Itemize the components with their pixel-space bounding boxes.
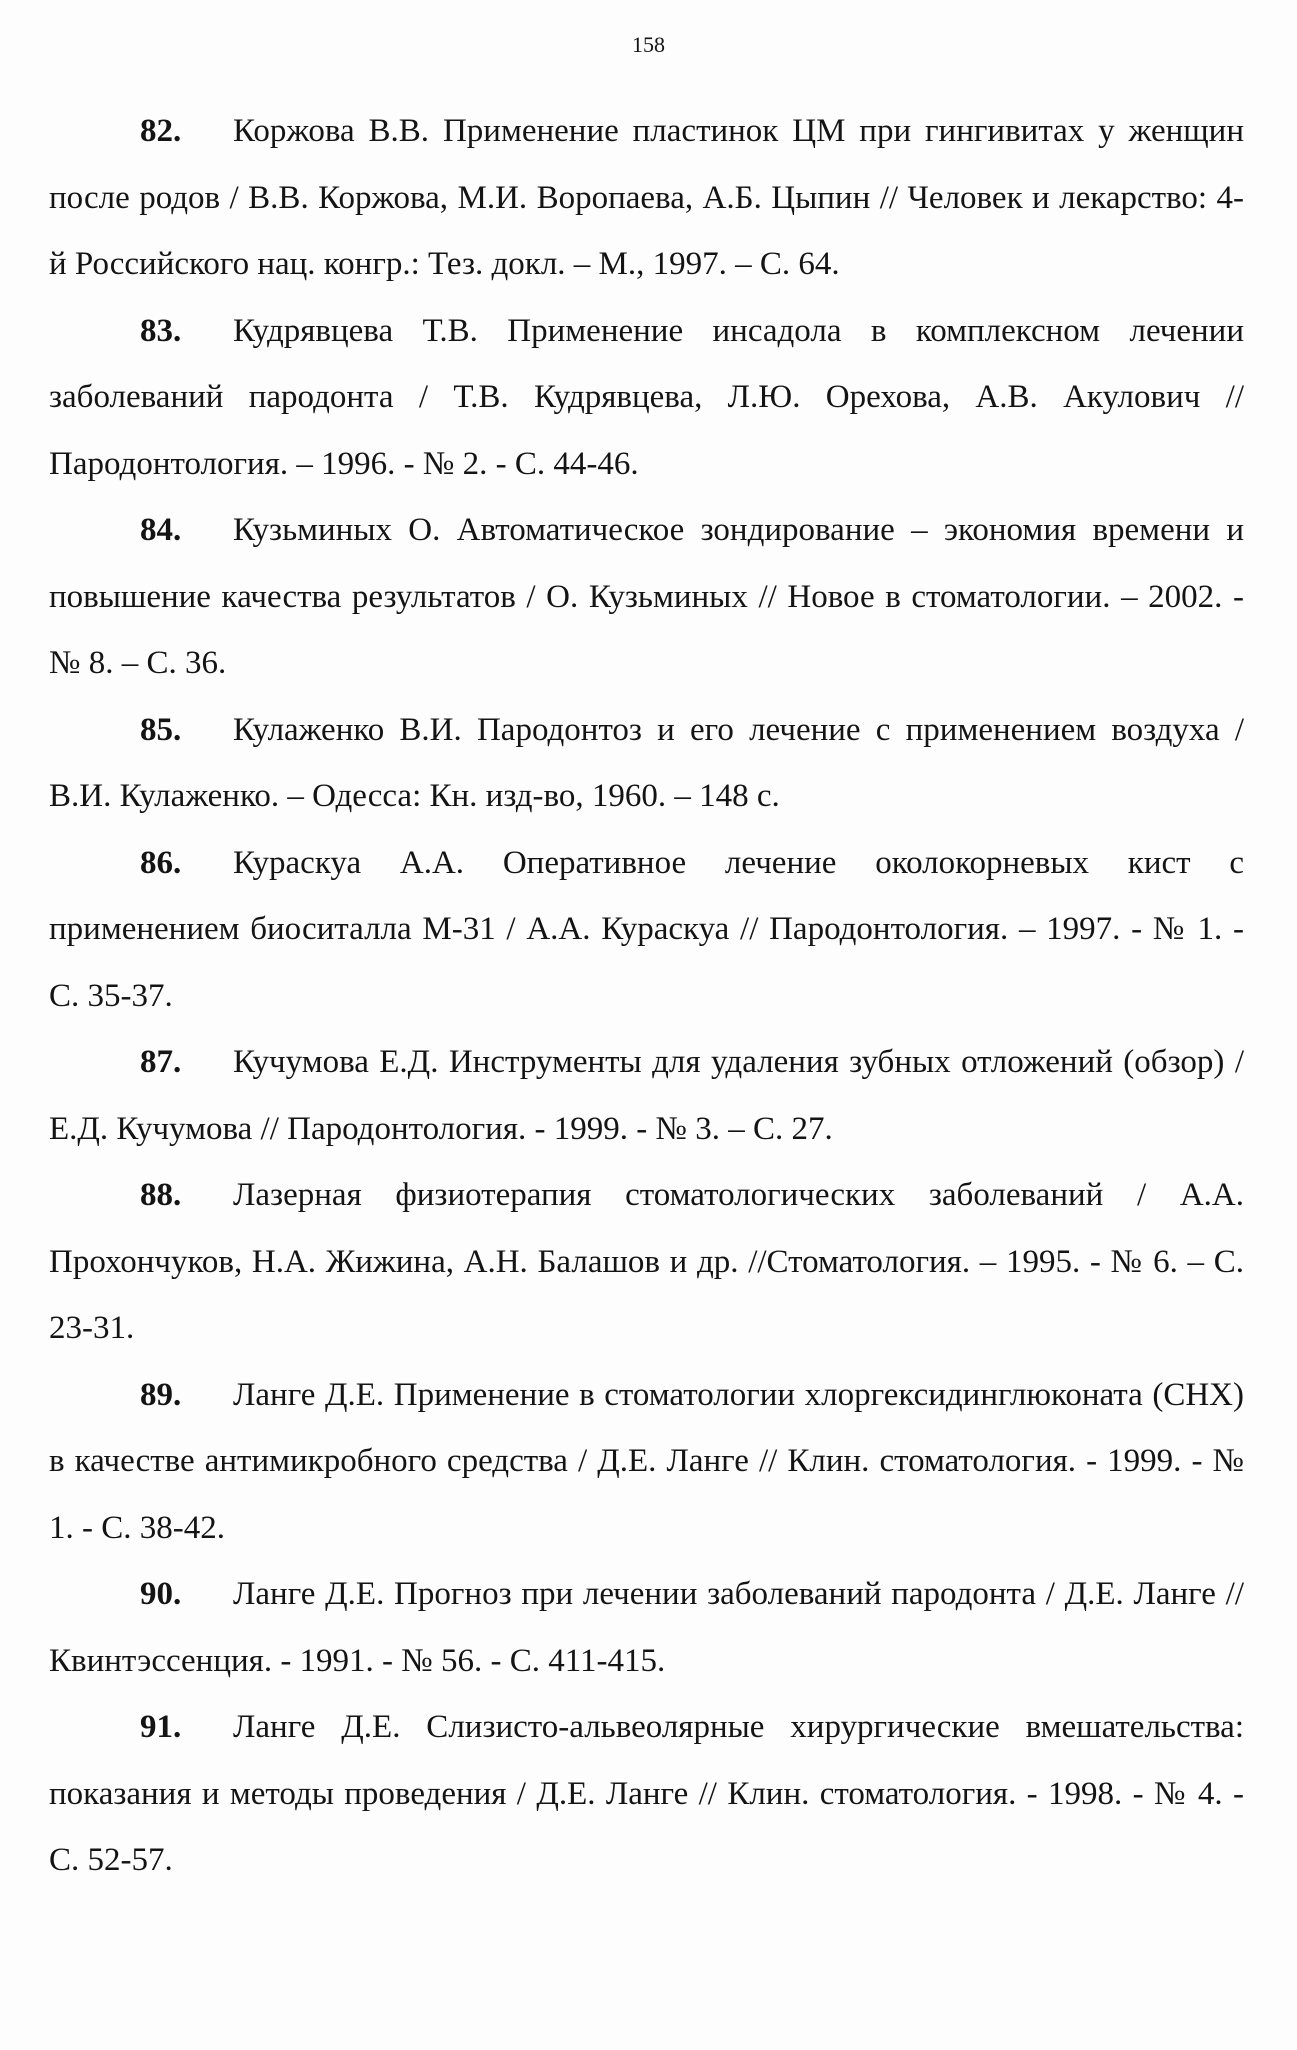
reference-item-89 [49,1362,1244,1562]
reference-number: 90. [140,1576,182,1612]
reference-item-82 [49,98,1244,298]
reference-text: Кудрявцева Т.В. Применение инсадола в комплексном лечении заболеваний пародонта / Т.В. Кудрявцева, Л.Ю. Орехова, А.В. Акулович // Пародонтология. – 1996. - № 2. - С. 44-46. [49,312,1244,482]
reference-item-88 [49,1162,1244,1362]
reference-text: Ланге Д.Е. Слизисто-альвеолярные хирургические вмешательства: показания и методы проведения / Д.Е. Ланге // Клин. стоматология. - 1998. - № 4. - С. 52-57. [49,1709,1244,1878]
reference-text: Кузьминых О. Автоматическое зондирование – экономия времени и повышение качества результатов / О. Кузьминых // Новое в стоматологии. – 2002. - № 8. – С. 36. [49,512,1244,681]
reference-number: 88. [140,1177,182,1213]
reference-text: Ланге Д.Е. Применение в стоматологии хлоргексидинглюконата (CHX) в качестве антимикробного средства / Д.Е. Ланге // Клин. стоматология. - 1999. - № 1. - С. 38-42. [49,1376,1244,1546]
reference-item-91 [49,1694,1244,1894]
reference-number: 89. [140,1376,182,1413]
reference-number: 85. [140,711,182,748]
reference-number: 82. [140,113,182,149]
page-number: 158 [632,32,665,57]
reference-text: Кучумова Е.Д. Инструменты для удаления зубных отложений (обзор) / Е.Д. Кучумова // Пародонтология. - 1999. - № 3. – С. 27. [49,1044,1244,1147]
reference-item-87 [49,1029,1244,1162]
reference-number: 83. [140,312,182,349]
reference-text: Лазерная физиотерапия стоматологических заболеваний / А.А. Прохончуков, Н.А. Жижина, А.Н. Балашов и др. //Стоматология. – 1995. - № 6. – С. 23-31. [49,1177,1244,1346]
reference-item-84 [49,497,1244,697]
reference-text: Кураскуа А.А. Оперативное лечение околокорневых кист с применением биоситалла М-31 / А.А. Кураскуа // Пародонтология. – 1997. - № 1. - С. 35-37. [49,844,1244,1014]
reference-text: Ланге Д.Е. Прогноз при лечении заболеваний пародонта / Д.Е. Ланге // Квинтэссенция. - 1991. - № 56. - С. 411-415. [49,1576,1244,1679]
reference-item-83 [49,298,1244,498]
reference-item-86 [49,830,1244,1030]
reference-item-85 [49,697,1244,830]
reference-item-90 [49,1561,1244,1694]
reference-list [49,98,1244,1894]
reference-number: 84. [140,512,182,548]
reference-text: Кулаженко В.И. Пародонтоз и его лечение с применением воздуха / В.И. Кулаженко. – Одесса: Кн. изд-во, 1960. – 148 с. [49,711,1244,814]
reference-text: Коржова В.В. Применение пластинок ЦМ при гингивитах у женщин после родов / В.В. Коржова, М.И. Воропаева, А.Б. Цыпин // Человек и лекарство: 4-й Российского нац. конгр.: Тез. докл. – М., 1997. – С. 64. [49,113,1244,282]
reference-number: 91. [140,1709,182,1745]
reference-number: 86. [140,844,182,881]
reference-number: 87. [140,1044,182,1080]
